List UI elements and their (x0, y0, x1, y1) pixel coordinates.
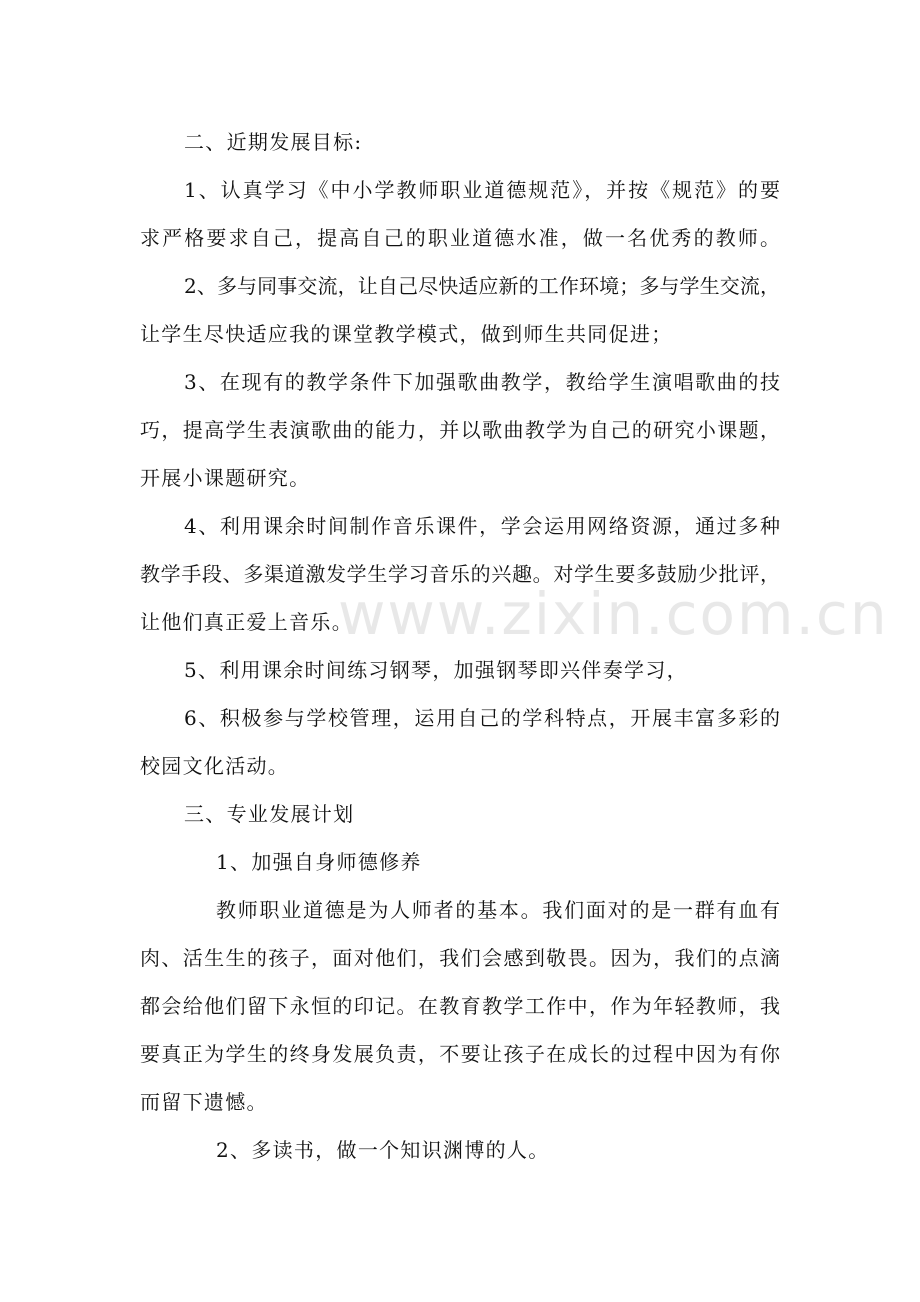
paragraph-line: 6、积极参与学校管理，运用自己的学科特点，开展丰富多彩的 (184, 706, 780, 730)
paragraph-line: 都会给他们留下永恒的印记。在教育教学工作中，作为年轻教师，我 (140, 994, 780, 1018)
paragraph-line: 2、多与同事交流，让自己尽快适应新的工作环境；多与学生交流， (184, 274, 780, 298)
paragraph-line: 让他们真正爱上音乐。 (140, 610, 353, 634)
paragraph-line: 3、在现有的教学条件下加强歌曲教学，教给学生演唱歌曲的技 (184, 370, 780, 394)
watermark: www.zixin.com.cn (338, 580, 889, 648)
paragraph-line: 1、认真学习《中小学教师职业道德规范》，并按《规范》的要 (184, 178, 780, 202)
paragraph-line: 让学生尽快适应我的课堂教学模式，做到师生共同促进； (140, 322, 673, 346)
section-heading-plan: 三、专业发展计划 (184, 802, 355, 826)
paragraph-line: 教学手段、多渠道激发学生学习音乐的兴趣。对学生要多鼓励少批评， (140, 562, 780, 586)
paragraph-line: 开展小课题研究。 (140, 466, 311, 490)
subheading-reading: 2、多读书，做一个知识渊博的人。 (216, 1138, 550, 1162)
paragraph-line: 要真正为学生的终身发展负责，不要让孩子在成长的过程中因为有你 (140, 1042, 780, 1066)
paragraph-line: 4、利用课余时间制作音乐课件，学会运用网络资源，通过多种 (184, 514, 780, 538)
paragraph-line: 巧，提高学生表演歌曲的能力，并以歌曲教学为自己的研究小课题， (140, 418, 780, 442)
paragraph-line: 校园文化活动。 (140, 754, 290, 778)
paragraph-line: 而留下遗憾。 (140, 1090, 268, 1114)
paragraph-line: 5、利用课余时间练习钢琴，加强钢琴即兴伴奏学习， (184, 658, 688, 682)
subheading-ethics: 1、加强自身师德修养 (216, 850, 422, 874)
document-body (140, 118, 780, 1174)
paragraph-line: 求严格要求自己，提高自己的职业道德水准，做一名优秀的教师。 (140, 226, 780, 250)
paragraph-line: 教师职业道德是为人师者的基本。我们面对的是一群有血有 (216, 898, 780, 922)
section-heading-goals: 二、近期发展目标: (184, 130, 363, 154)
paragraph-line: 肉、活生生的孩子，面对他们，我们会感到敬畏。因为，我们的点滴 (140, 946, 780, 970)
